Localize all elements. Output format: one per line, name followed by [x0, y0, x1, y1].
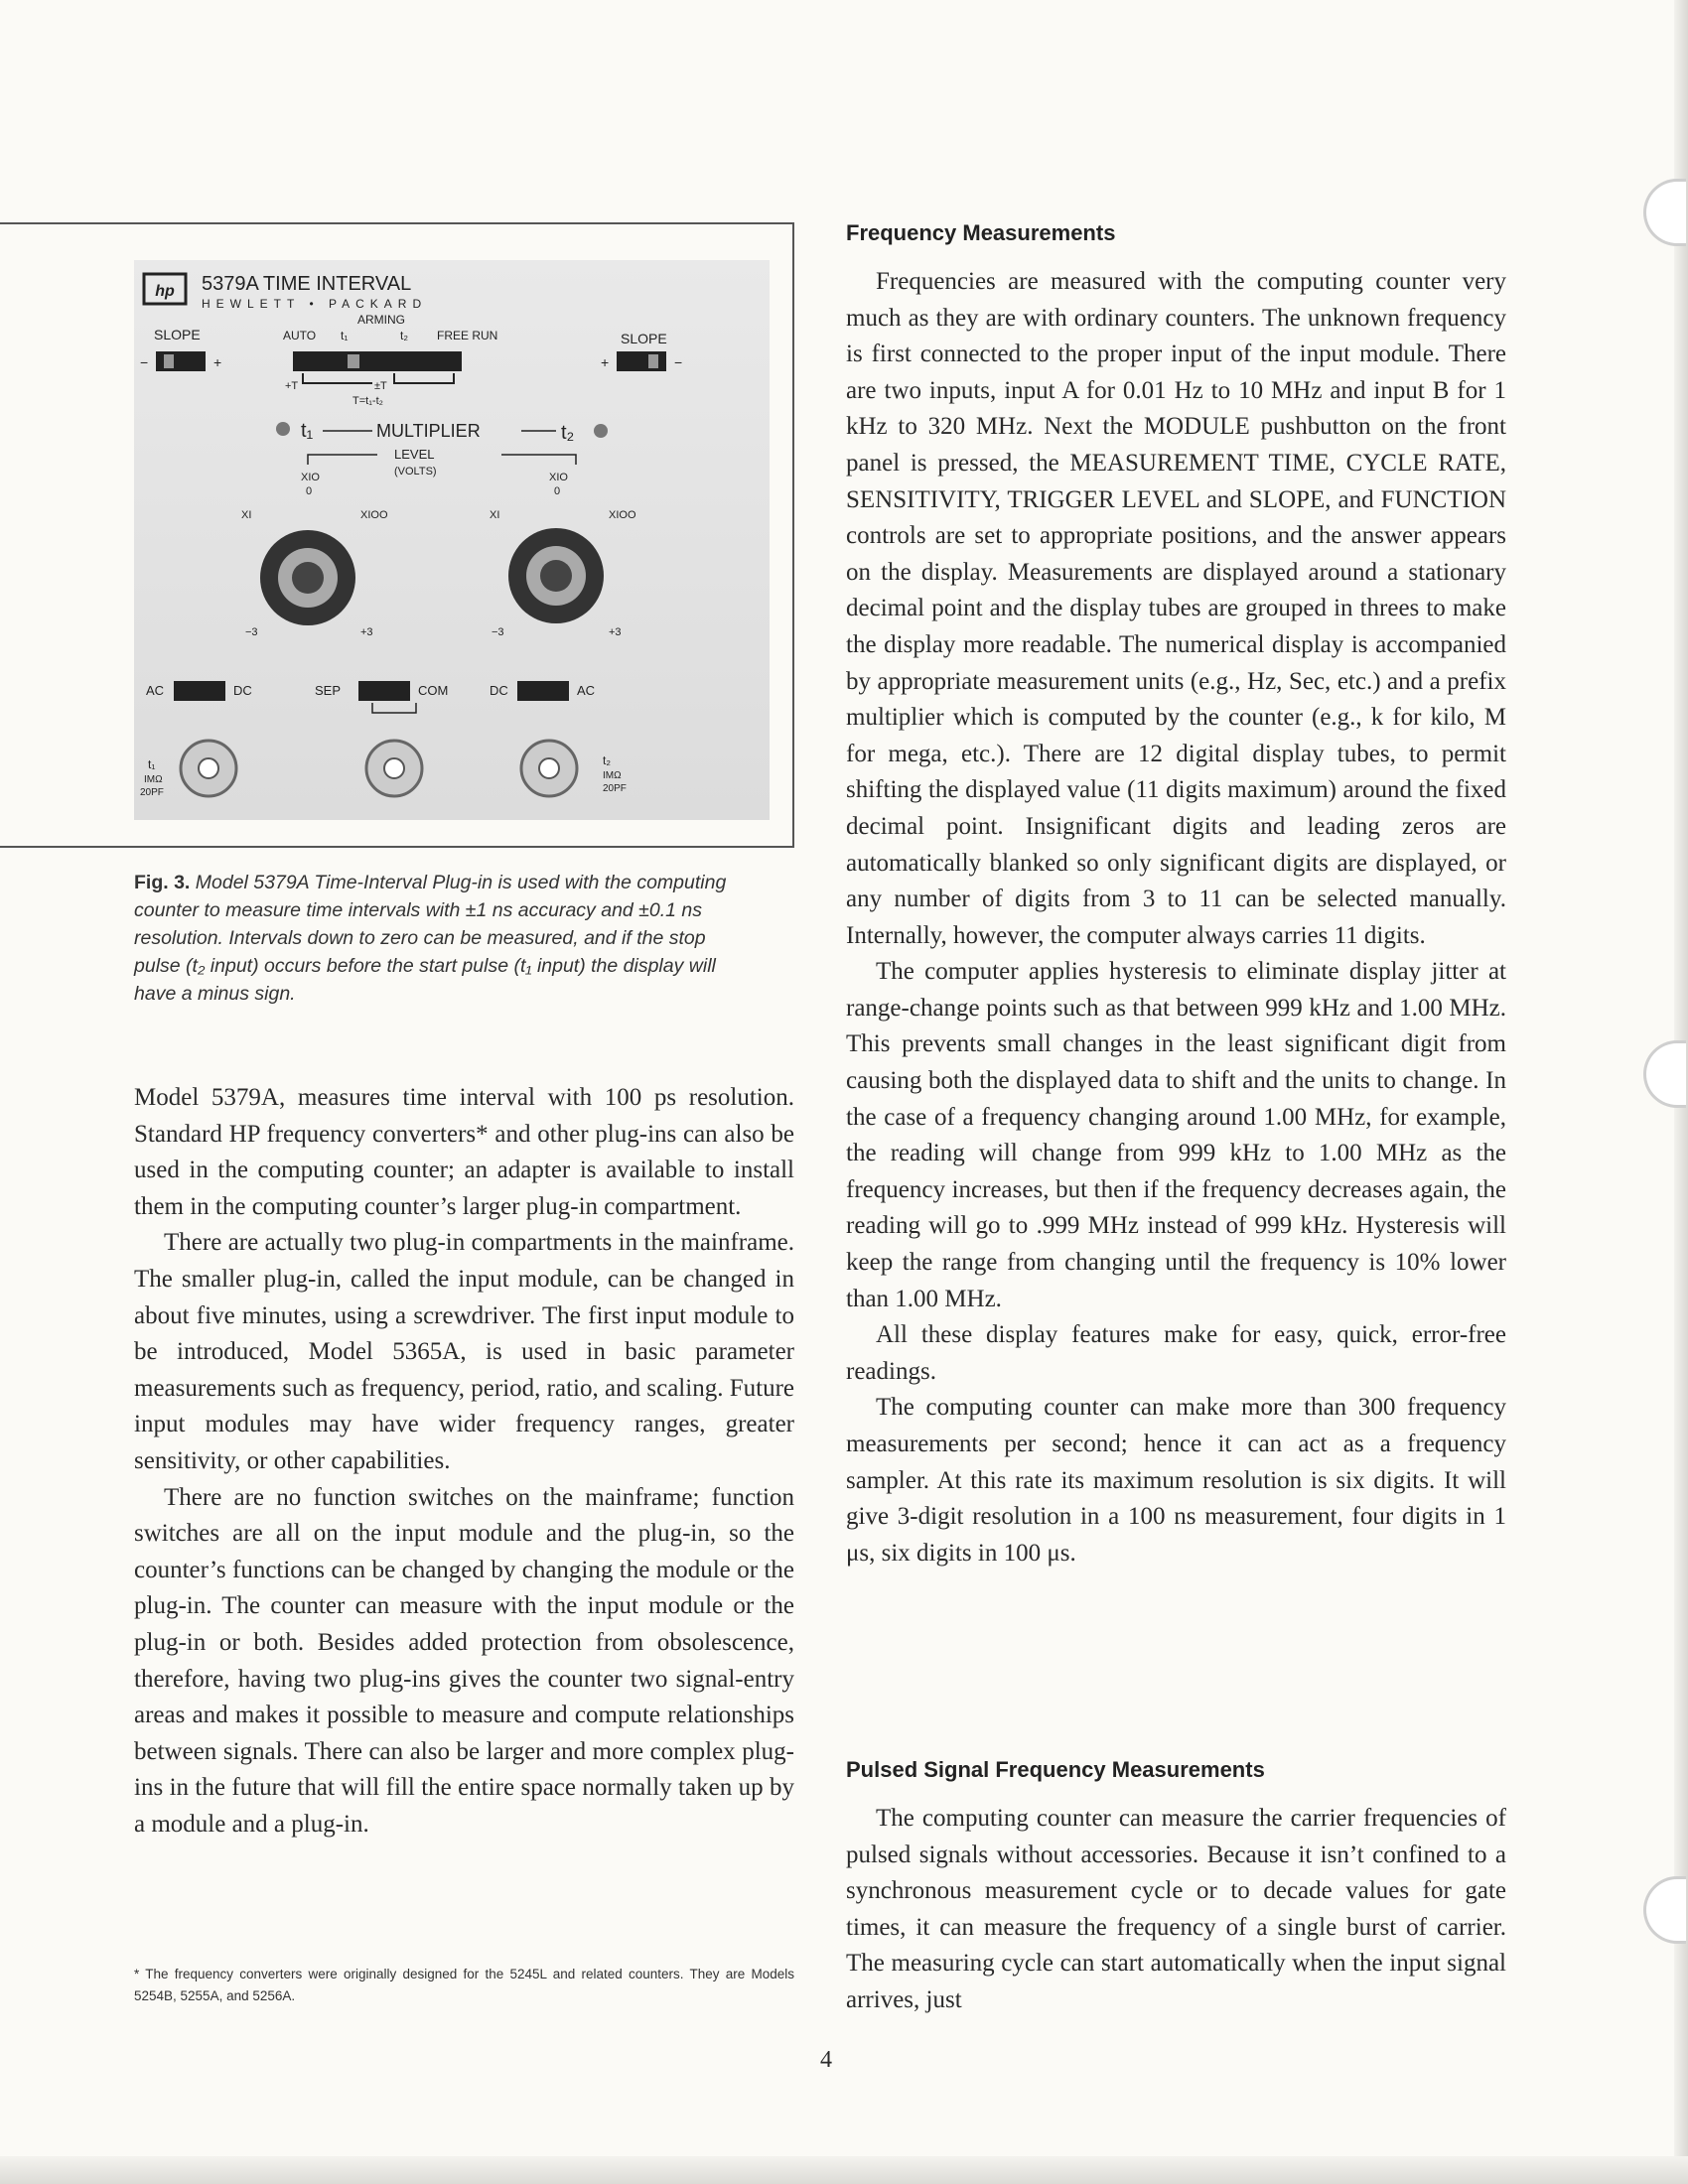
- figure-frame: [0, 222, 794, 848]
- arming-auto: AUTO: [283, 329, 317, 342]
- slope-left-label: SLOPE: [154, 327, 201, 342]
- t1-coupling-ac: AC: [146, 683, 165, 698]
- slope-left-switch[interactable]: [156, 351, 206, 371]
- right-knob-x100: XIOO: [609, 509, 636, 521]
- panel-maker: HEWLETT • PACKARD: [202, 297, 428, 311]
- slope-left-minus: −: [140, 354, 149, 370]
- left-paragraph-3: There are no function switches on the mainframe; function switches are all on the input module and the plug-in, so the counter’s functions can be changed by changing the module or the plug-in. The counter can measure with the input module or the plug-in or both. Besides added protection from obsolescence, therefore, having two plug-ins gives the counter two signal-entry areas and makes it possible to measure and compute relationships between signals. There can also be larger and more complex plug-ins in the future that will fill the entire space normally taken up by a module and a plug-in.: [134, 1483, 794, 1838]
- right-paragraph-4: The computing counter can make more than 300 frequency measurements per second; hence it can act as a frequency sampler. At this rate its maximum resolution is six digits. It will give 3-digit resolution in a 100 ns measurement, four digits in 1 μs, six digits in 100 μs.: [846, 1394, 1506, 1567]
- binder-hole: [1643, 1876, 1686, 1944]
- panel-model-title: 5379A TIME INTERVAL: [202, 273, 412, 295]
- page-bottom-shadow: [0, 2156, 1688, 2184]
- t2-input-label: t₂: [603, 753, 611, 767]
- right-paragraph-5: The computing counter can measure the carrier frequencies of pulsed signals without accessories. Because it isn’t confined to a synchronous measurement cycle or to decade values for gate times, it can measure the frequency of a single burst of carrier. The measuring cycle can start automatically when the input signal arrives, just: [846, 1805, 1506, 2013]
- left-column: [134, 1080, 794, 1843]
- right-paragraph-3: All these display features make for easy, quick, error-free readings.: [846, 1321, 1506, 1385]
- hp-logo-text: hp: [155, 283, 175, 300]
- slope-right-label: SLOPE: [621, 331, 667, 346]
- figure-caption-label: Fig. 3.: [134, 872, 191, 893]
- left-knob-minus3: −3: [245, 626, 258, 638]
- arming-pm-t: ±T: [374, 380, 387, 392]
- com-label: COM: [418, 683, 449, 698]
- arming-t2: t₂: [400, 329, 408, 342]
- t1-coupling-switch[interactable]: [174, 681, 225, 701]
- multiplier-label: MULTIPLIER: [376, 421, 481, 441]
- t1-input-capacitance: 20PF: [140, 787, 164, 798]
- arming-switch[interactable]: [293, 351, 462, 371]
- right-column-section-2: [846, 1801, 1506, 2019]
- sep-com-switch[interactable]: [358, 681, 410, 701]
- slope-right-minus: −: [674, 354, 683, 370]
- binder-hole: [1643, 1040, 1686, 1108]
- t2-coupling-switch[interactable]: [517, 681, 569, 701]
- arming-t1: t₁: [341, 329, 349, 342]
- right-knob-plus3: +3: [609, 626, 622, 638]
- multiplier-t1: t₁: [301, 420, 314, 442]
- t1-input-impedance: IMΩ: [144, 774, 163, 785]
- heading-frequency-measurements: Frequency Measurements: [846, 220, 1116, 245]
- sep-label: SEP: [315, 683, 342, 698]
- t2-input-capacitance: 20PF: [603, 783, 627, 794]
- t1-coupling-dc: DC: [233, 683, 252, 698]
- volts-label: (VOLTS): [394, 466, 437, 478]
- left-knob-x100: XIOO: [360, 509, 388, 521]
- right-knob-x10: XIO: [549, 472, 568, 483]
- t1-indicator-lamp: [276, 422, 290, 436]
- right-paragraph-2: The computer applies hysteresis to eliminate display jitter at range-change points such as that between 999 kHz and 1.00 MHz. This prevents small changes in the least significant digit from causing both the displayed data to shift and the units to change. In the case of a frequency changing around 1.00 MHz, for example, the reading will change from 999 kHz to 1.00 MHz as the frequency increases, but then if the frequency decreases again, the reading will go to .999 MHz instead of 999 kHz. Hysteresis will keep the range from changing until the frequency is 10% lower than 1.00 MHz.: [846, 958, 1506, 1312]
- instrument-panel-photo: [134, 260, 770, 820]
- left-paragraph-1: Model 5379A, measures time interval with 100 ps resolution. Standard HP frequency converters* and other plug-ins can also be used in the computing counter; an adapter is available to install them in the computing counter’s larger plug-in compartment.: [134, 1084, 794, 1220]
- right-paragraph-1: Frequencies are measured with the computing counter very much as they are with ordinary counters. The unknown frequency is first connected to the proper input of the input module. There are two inputs, input A for 0.01 Hz to 10 MHz and input B for 1 kHz to 320 MHz. Next the MODULE pushbutton on the front panel is pressed, the MEASUREMENT TIME, CYCLE RATE, SENSITIVITY, TRIGGER LEVEL and SLOPE, and FUNCTION controls are set to appropriate positions, and the answer appears on the display. Measurements are displayed around a stationary decimal point and the display tubes are grouped in threes to make the display more readable. The numerical display is accompanied by appropriate measurement units (e.g., Hz, Sec, etc.) and a prefix multiplier which is computed by the counter (e.g., k for kilo, M for mega, etc.). There are 12 digital display tubes, to permit shifting the displayed value (11 digits maximum) around the fixed decimal point. Insignificant digits and leading zeros are automatically blanked so only significant digits are displayed, or any number of digits from 3 to 11 can be selected manually. Internally, however, the computer always carries 11 digits.: [846, 268, 1506, 949]
- left-knob-x10: XIO: [301, 472, 320, 483]
- right-column-section-1: [846, 264, 1506, 1571]
- t1-input-label: t₁: [148, 757, 156, 771]
- multiplier-t2: t₂: [561, 422, 575, 444]
- left-knob-plus3: +3: [360, 626, 373, 638]
- arming-free-run: FREE RUN: [437, 329, 498, 342]
- arming-plus-t: +T: [285, 380, 299, 392]
- t2-coupling-ac: AC: [577, 683, 596, 698]
- arming-label: ARMING: [357, 313, 405, 327]
- slope-right-plus: +: [601, 354, 610, 370]
- binder-hole: [1643, 179, 1686, 246]
- slope-left-plus: +: [213, 354, 222, 370]
- footnote: * The frequency converters were originally designed for the 5245L and related counters. They are Models 5254B, 5255A, and 5256A.: [134, 1967, 794, 2003]
- slope-right-switch[interactable]: [617, 351, 666, 371]
- left-paragraph-2: There are actually two plug-in compartments in the mainframe. The smaller plug-in, called the input module, can be changed in about five minutes, using a screwdriver. The first input module to be introduced, Model 5365A, is used in basic parameter measurements such as frequency, period, ratio, and scaling. Future input modules may have wider frequency ranges, greater sensitivity, or other capabilities.: [134, 1229, 794, 1474]
- right-knob-minus3: −3: [492, 626, 504, 638]
- right-knob-zero: 0: [554, 485, 561, 497]
- t2-coupling-dc: DC: [490, 683, 508, 698]
- left-knob-x1: XI: [241, 509, 252, 521]
- right-knob-x1: XI: [490, 509, 500, 521]
- figure-caption-text: Model 5379A Time-Interval Plug-in is used with the computing counter to measure time intervals with ±1 ns accuracy and ±0.1 ns resolution. Intervals down to zero can be measured, and if the stop pulse (t₂ input) occurs before the start pulse (t₁ input) the display will have a minus sign.: [134, 872, 727, 1005]
- heading-pulsed-signal: Pulsed Signal Frequency Measurements: [846, 1757, 1265, 1782]
- left-knob-zero: 0: [306, 485, 313, 497]
- t2-indicator-lamp: [594, 424, 608, 438]
- panel-drawing: [134, 260, 770, 820]
- arming-formula: T=t₁-t₂: [352, 395, 383, 407]
- level-label: LEVEL: [394, 447, 435, 462]
- t2-input-impedance: IMΩ: [603, 770, 622, 781]
- figure-caption: [134, 869, 740, 1008]
- page-number: 4: [820, 2047, 832, 2073]
